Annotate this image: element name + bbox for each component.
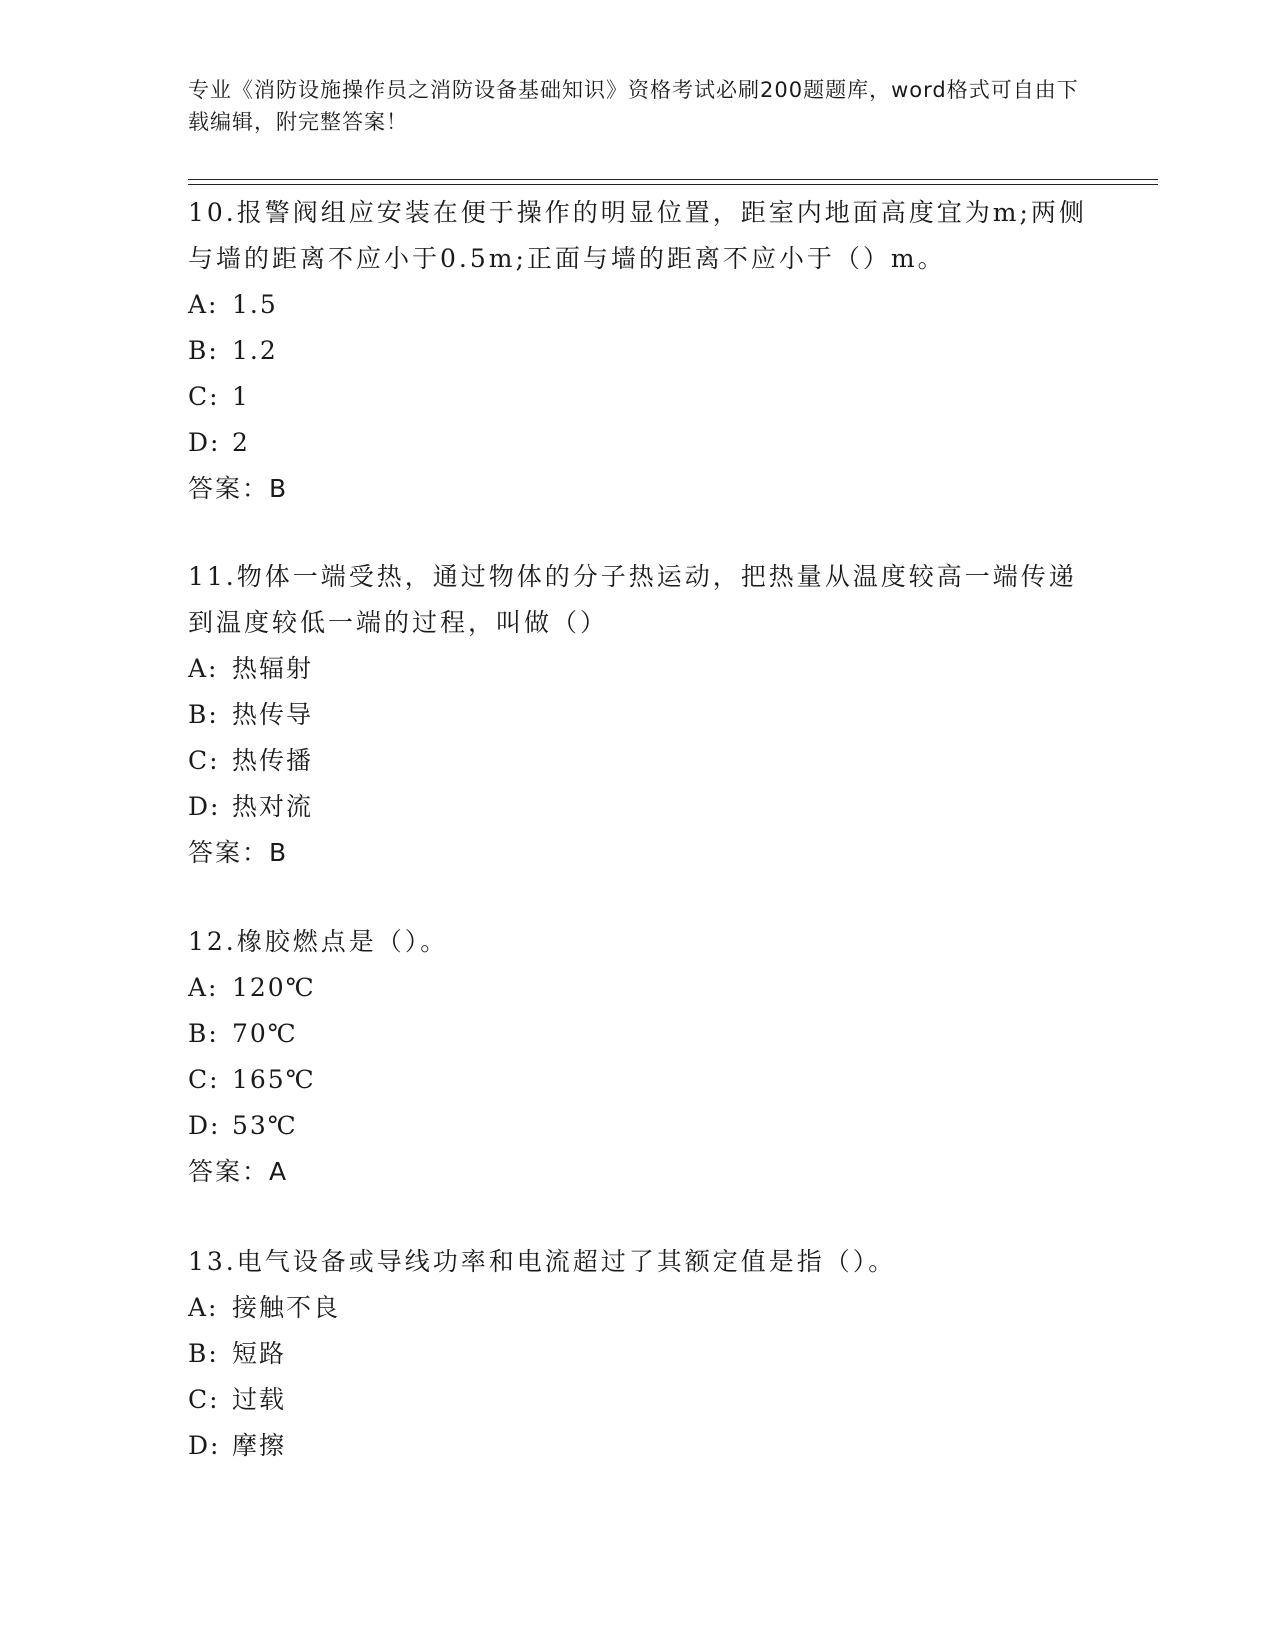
option-text: 1 [232,382,250,411]
option-d [188,1103,1088,1149]
option-text: 过载 [232,1385,287,1414]
option-text: 165℃ [232,1065,316,1094]
option-b [188,692,1088,738]
option-d [188,1423,1088,1469]
question-13 [188,1239,1088,1469]
option-a [188,282,1088,328]
option-letter: A: [188,290,219,319]
answer-line: 答案：B [188,474,289,503]
option-text: 热传导 [232,700,314,729]
option-d [188,420,1088,466]
question-text: 12.橡胶燃点是（）。 [188,927,449,956]
option-d [188,784,1088,830]
option-letter: B: [188,1339,219,1368]
answer-line: 答案：A [188,1157,289,1186]
option-text: 短路 [232,1339,287,1368]
option-letter: C: [188,1385,220,1414]
question-12 [188,919,1088,1195]
question-10 [188,190,1088,512]
question-text: 10.报警阀组应安装在便于操作的明显位置，距室内地面高度宜为m;两侧与墙的距离不应小于0.5m;正面与墙的距离不应小于（）m。 [188,198,1087,273]
option-letter: C: [188,382,220,411]
document-header: 专业《消防设施操作员之消防设备基础知识》资格考试必刷200题题库，word格式可自由下载编辑，附完整答案！ [188,78,1079,134]
option-text: 热辐射 [232,654,314,683]
question-text: 11.物体一端受热，通过物体的分子热运动，把热量从温度较高一端传递到温度较低一端的过程，叫做（） [188,562,1077,637]
option-letter: D: [188,792,221,821]
option-letter: D: [188,1431,221,1460]
option-letter: B: [188,336,219,365]
option-text: 1.5 [232,290,278,319]
option-text: 热对流 [232,792,314,821]
option-text: 120℃ [232,973,316,1002]
header-divider-top [188,179,1158,180]
question-text: 13.电气设备或导线功率和电流超过了其额定值是指（）。 [188,1247,897,1276]
option-text: 接触不良 [232,1293,341,1322]
option-letter: D: [188,1111,221,1140]
option-b [188,1331,1088,1377]
option-text: 热传播 [232,746,314,775]
option-c [188,1057,1088,1103]
option-a [188,1285,1088,1331]
option-text: 摩擦 [232,1431,287,1460]
answer-line: 答案：B [188,838,289,867]
option-b [188,328,1088,374]
option-text: 2 [232,428,250,457]
option-text: 70℃ [232,1019,298,1048]
option-letter: D: [188,428,221,457]
option-b [188,1011,1088,1057]
option-letter: A: [188,973,219,1002]
option-letter: A: [188,654,219,683]
option-letter: B: [188,1019,219,1048]
option-letter: B: [188,700,219,729]
option-c [188,1377,1088,1423]
option-a [188,965,1088,1011]
option-text: 1.2 [232,336,278,365]
option-a [188,646,1088,692]
header-divider-bottom [188,184,1158,185]
option-text: 53℃ [232,1111,298,1140]
question-11 [188,554,1088,876]
option-c [188,374,1088,420]
option-letter: A: [188,1293,219,1322]
option-letter: C: [188,746,220,775]
option-c [188,738,1088,784]
option-letter: C: [188,1065,220,1094]
